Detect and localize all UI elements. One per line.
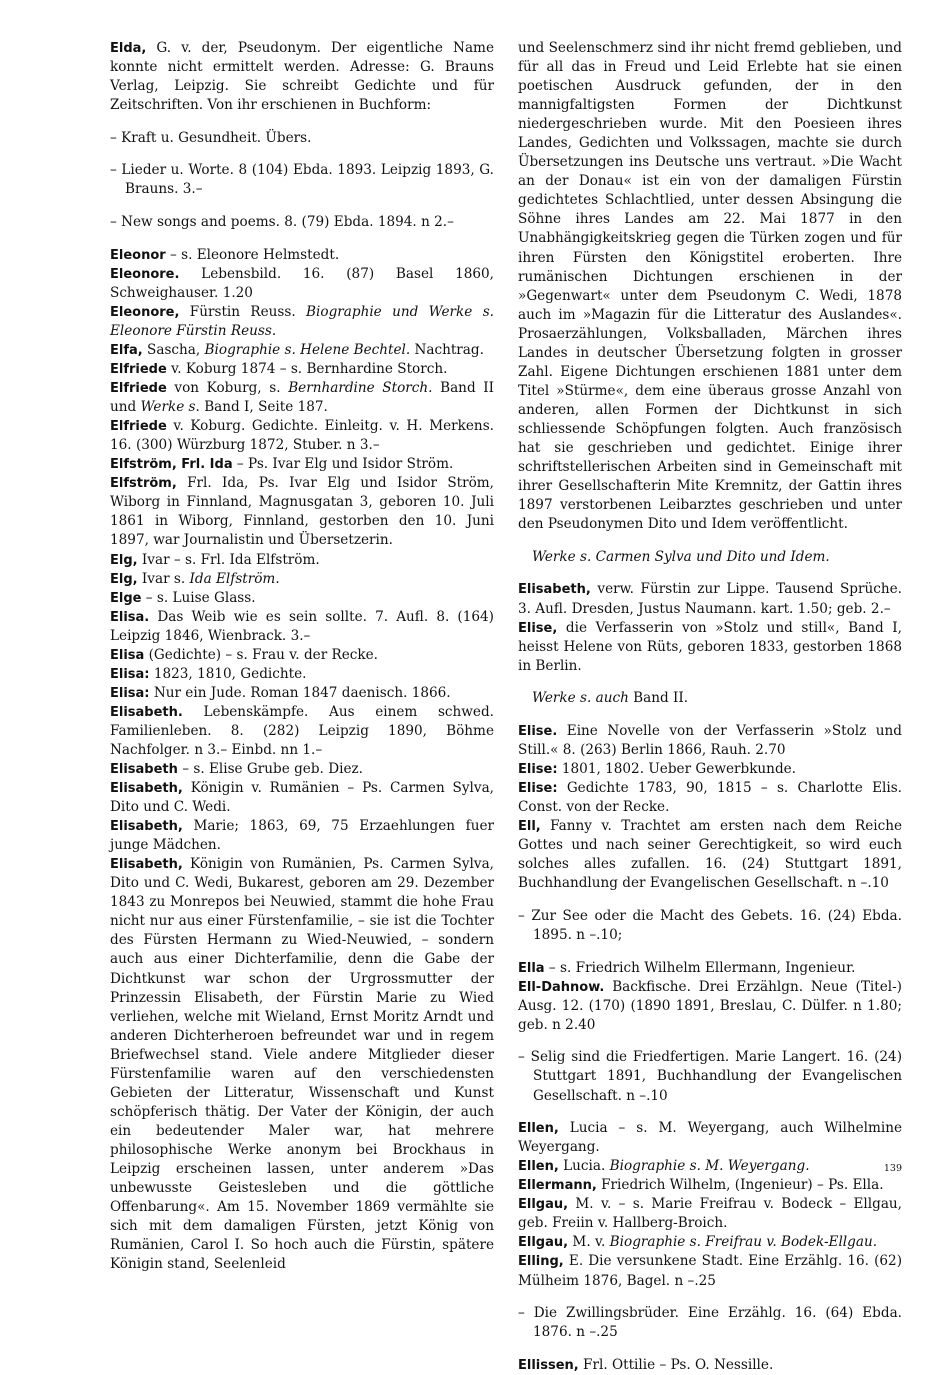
entry-text: Das Weib wie es sein sollte. 7. Aufl. 8. (164) Leipzig 1846, Wienbrack. 3.– <box>110 608 494 644</box>
entry-text: Frl. Ida, Ps. Ivar Elg und Isidor Ström, Wiborg in Finnland, Magnusgatan 3, geboren 10. Juli 1861 in Wiborg, Finnland, gestorben den 10. Juni 1897, war Journalistin und Übersetzerin. <box>110 475 494 549</box>
entry-headword: Elfriede <box>110 381 167 397</box>
entry-text: – Ps. Ivar Elg und Isidor Ström. <box>232 456 454 473</box>
entry-italic-text: Werke s. auch <box>532 690 629 707</box>
entry-text: – Kraft u. Gesundheit. Übers. <box>110 129 312 146</box>
book-page <box>110 39 902 1373</box>
dictionary-entry <box>518 1356 902 1375</box>
entry-text: – New songs and poems. 8. (79) Ebda. 1894. n 2.– <box>110 214 454 231</box>
dictionary-entry <box>110 817 494 855</box>
dictionary-entry <box>518 689 902 708</box>
entry-headword: Elise, <box>518 620 558 636</box>
entry-headword: Elfriede <box>110 419 167 435</box>
entry-headword: Ella <box>518 960 545 976</box>
dictionary-entry <box>110 474 494 550</box>
entry-headword: Ell-Dahnow. <box>518 979 605 995</box>
dictionary-entry <box>518 722 902 760</box>
dictionary-entry <box>518 1233 902 1252</box>
entry-text: G. v. der, Pseudonym. Der eigentliche Name konnte nicht ermittelt werden. Adresse: G. Brauns Verlag, Leipzig. Sie schreibt Gedichte und für Zeitschriften. Von ihr erschienen in Buchform: <box>110 40 494 114</box>
entry-headword: Elisabeth <box>110 762 178 778</box>
entry-headword: Elisabeth, <box>110 819 183 835</box>
entry-text: Königin v. Rumänien – Ps. Carmen Sylva, Dito und C. Wedi. <box>110 780 494 816</box>
entry-text: – s. Luise Glass. <box>141 589 256 606</box>
page-number: 139 <box>883 1163 902 1174</box>
entry-headword: Elge <box>110 590 142 606</box>
entry-headword: Elfström, <box>110 476 177 492</box>
left-column <box>110 39 494 1274</box>
entry-text: Ivar s. <box>137 570 190 587</box>
dictionary-entry <box>518 619 902 676</box>
entry-text: Lucia. <box>558 1158 610 1175</box>
entry-italic-text: Biographie s. Freifrau v. Bodek-Ellgau. <box>609 1234 878 1251</box>
entry-text: Königin von Rumänien, Ps. Carmen Sylva, Dito und C. Wedi, Bukarest, geboren am 29. Dezember 1843 zu Monrepos bei Neuwied, stammt die hohe Frau nicht nur aus einer Fürstenfamilie, – sie ist die Tochter des Fürsten Hermann zu Wied-Neuwied, – sondern auch aus einer Dichterfamilie, denn die Gabe der Dichtkunst war schon der Urgrossmutter der Prinzessin Elisabeth, der Fürstin Marie zu Wied verliehen, welche mit Wieland, Ernst Moritz Arndt und anderen Dichterheroen befreundet war und in regem Briefwechsel stand. Viele andere Mitglieder dieser Fürstenfamilie waren auf den verschiedensten Gebieten der Litteratur, Wissenschaft und Kunst schöpferisch thätig. Der Vater der Königin, der auch ein bedeutender Maler war, hat mehrere philosophische Werke anonym bei Brockhaus in Leipzig erscheinen lassen, unter anderem »Das unbewusste Geistesleben und die göttliche Offenbarung«. Am 15. November 1869 vermählte sie sich mit dem damaligen Fürsten, jetzt König von Rumänien, Carol I. So hoch auch die Fürstin, spätere Königin stand, Seelenleid <box>110 856 494 1273</box>
entry-headword: Elisabeth. <box>110 704 183 720</box>
dictionary-entry <box>110 265 494 303</box>
dictionary-entry <box>518 1119 902 1157</box>
entry-headword: Ellermann, <box>518 1178 597 1194</box>
dictionary-entry <box>518 1048 902 1105</box>
dictionary-entry <box>518 548 902 567</box>
dictionary-entry <box>110 646 494 665</box>
entry-text: . Band I, Seite 187. <box>195 399 328 416</box>
dictionary-entry <box>110 779 494 817</box>
dictionary-entry <box>110 855 494 1274</box>
dictionary-entry <box>518 1195 902 1233</box>
dictionary-entry <box>518 959 902 978</box>
entry-text: 1801, 1802. Ueber Gewerbkunde. <box>557 761 797 778</box>
entry-text: – Die Zwillingsbrüder. Eine Erzählg. 16. (64) Ebda. 1876. n –.25 <box>518 1305 902 1341</box>
entry-headword: Elisabeth, <box>110 857 183 873</box>
entry-italic-text: Werke s <box>140 399 196 416</box>
dictionary-entry <box>110 341 494 360</box>
dictionary-entry <box>518 817 902 893</box>
entry-text: – s. Elise Grube geb. Diez. <box>177 761 363 778</box>
entry-text: die Verfasserin von »Stolz und still«, Band I, heisst Helene von Rüts, geboren 1833, gestorben 1868 in Berlin. <box>518 619 902 674</box>
dictionary-entry <box>110 608 494 646</box>
entry-text: (Gedichte) – s. Frau v. der Recke. <box>144 646 379 663</box>
entry-text: Ivar – s. Frl. Ida Elfström. <box>137 551 320 568</box>
dictionary-entry <box>110 703 494 760</box>
entry-italic-text: Biographie s. M. Weyergang. <box>609 1158 810 1175</box>
dictionary-entry <box>110 684 494 703</box>
entry-headword: Elg, <box>110 571 138 587</box>
entry-headword: Ellgau, <box>518 1197 569 1213</box>
entry-italic-text: Werke s. Carmen Sylva und Dito und Idem. <box>532 548 830 565</box>
entry-italic-text: Bernhardine Storch. <box>288 380 433 397</box>
dictionary-entry <box>110 379 494 417</box>
dictionary-entry <box>110 417 494 455</box>
dictionary-entry <box>110 213 494 232</box>
entry-text: E. Die versunkene Stadt. Eine Erzählg. 16. (62) Mülheim 1876, Bagel. n –.25 <box>518 1253 902 1289</box>
dictionary-entry <box>110 246 494 265</box>
dictionary-entry <box>518 779 902 817</box>
dictionary-entry <box>110 39 494 115</box>
dictionary-entry <box>518 1252 902 1290</box>
entry-headword: Elisa: <box>110 685 150 701</box>
entry-headword: Ellen, <box>518 1159 559 1175</box>
entry-text: v. Koburg 1874 – s. Bernhardine Storch. <box>166 361 448 378</box>
entry-text: – s. Friedrich Wilhelm Ellermann, Ingenieur. <box>544 959 856 976</box>
entry-headword: Elfa, <box>110 342 143 358</box>
entry-text: Eine Novelle von der Verfasserin »Stolz und Still.« 8. (263) Berlin 1866, Rauh. 2.70 <box>518 722 902 758</box>
dictionary-entry <box>110 303 494 341</box>
entry-text: v. Koburg. Gedichte. Einleitg. v. H. Merkens. 16. (300) Würzburg 1872, Stuber. n 3.– <box>110 418 494 454</box>
entry-headword: Elisabeth, <box>110 781 183 797</box>
entry-text: Gedichte 1783, 90, 1815 – s. Charlotte Elis. Const. von der Recke. <box>518 780 902 816</box>
entry-headword: Elling, <box>518 1254 564 1270</box>
entry-headword: Ellissen, <box>518 1357 579 1373</box>
dictionary-entry <box>518 1176 902 1195</box>
entry-headword: Elisa: <box>110 666 150 682</box>
entry-text: 1823, 1810, Gedichte. <box>149 665 307 682</box>
dictionary-entry <box>110 589 494 608</box>
entry-headword: Eleonore. <box>110 266 180 282</box>
dictionary-entry <box>518 39 902 534</box>
entry-headword: Elg, <box>110 552 138 568</box>
entry-italic-text: Ida Elfström. <box>189 570 280 587</box>
dictionary-entry <box>110 161 494 199</box>
dictionary-entry <box>110 551 494 570</box>
dictionary-entry <box>110 760 494 779</box>
entry-headword: Elise. <box>518 723 558 739</box>
dictionary-entry <box>110 129 494 148</box>
entry-headword: Elfriede <box>110 362 167 378</box>
entry-text: Sascha, <box>142 341 205 358</box>
entry-headword: Elfström, Frl. Ida <box>110 457 233 473</box>
entry-headword: Ellgau, <box>518 1235 569 1251</box>
entry-text: von Koburg, s. <box>166 380 289 397</box>
right-column <box>518 39 902 1375</box>
entry-text: – Zur See oder die Macht des Gebets. 16. (24) Ebda. 1895. n –.10; <box>518 907 902 943</box>
entry-text: Nur ein Jude. Roman 1847 daenisch. 1866. <box>149 684 451 701</box>
entry-text: Lebenskämpfe. Aus einem schwed. Familienleben. 8. (282) Leipzig 1890, Böhme Nachfolger. n 3.– Einbd. nn 1.– <box>110 703 494 758</box>
entry-text: Frl. Ottilie – Ps. O. Nessille. <box>578 1356 774 1373</box>
entry-text: – s. Eleonore Helmstedt. <box>165 246 340 263</box>
entry-headword: Ell, <box>518 819 541 835</box>
entry-text: Fanny v. Trachtet am ersten nach dem Reiche Gottes und nach seiner Gerechtigkeit, so wird euch solches alles zufallen. 16. (24) Stuttgart 1891, Buchhandlung der Evangelischen Gesellschaft. n –.10 <box>518 818 902 892</box>
dictionary-entry <box>518 907 902 945</box>
entry-italic-text: Biographie und Werke s. Eleonore Fürstin Reuss. <box>110 303 494 339</box>
entry-text: – Lieder u. Worte. 8 (104) Ebda. 1893. Leipzig 1893, G. Brauns. 3.– <box>110 162 494 198</box>
entry-text: Friedrich Wilhelm, (Ingenieur) – Ps. Ella. <box>596 1177 884 1194</box>
dictionary-entry <box>110 665 494 684</box>
dictionary-entry <box>110 570 494 589</box>
dictionary-entry <box>518 1304 902 1342</box>
dictionary-entry <box>110 455 494 474</box>
entry-text: Lebensbild. 16. (87) Basel 1860, Schweighauser. 1.20 <box>110 265 494 301</box>
entry-headword: Elisa. <box>110 609 150 625</box>
dictionary-entry <box>518 760 902 779</box>
entry-text: Marie; 1863, 69, 75 Erzaehlungen fuer junge Mädchen. <box>110 818 494 854</box>
entry-text: Band II. <box>628 690 689 707</box>
entry-headword: Elise: <box>518 762 558 778</box>
entry-text: und Seelenschmerz sind ihr nicht fremd geblieben, und für all das in Freud und Leid Erlebte hat sie einen poetischen Ausdruck gefunden, der in den mannigfaltigsten Formen der Dichtkunst niedergeschrieben wurde. Mit den Poesieen ihres Landes, Gedichten und Volkssagen, machte sie durch Übersetzungen ins Deutsche uns vertraut. »Die Wacht an der Donau« ist ein von der damaligen Fürstin gedichtetes Schlachtlied, unter dessen Absingung die Söhne ihres Landes am 22. Mai 1877 in den Unabhängigkeitskrieg gegen die Türken zogen und für ihren Fürsten den Königstitel eroberten. Ihre rumänischen Dichtungen erschienen in der »Gegenwart« unter dem Pseudonym C. Wedi, 1878 auch im »Magazin für die Litteratur des Auslandes«. Prosaerzählungen, Volksballaden, Märchen ihres Landes in deutscher Übersetzung folgten in grosser Zahl. Eigene Dichtungen erschienen 1881 unter dem Titel »Stürme«, dem eine überaus grosse Anzahl von anderen, allen Formen der Dichtkunst in sich schliessende Schöpfungen folgten. Auch französisch hat sie geschrieben und gedichtet. Einige ihrer schriftstellerischen Arbeiten sind in Gemeinschaft mit ihrer Gesellschafterin Mite Kremnitz, der Gattin ihres 1897 verstorbenen Leibarztes geschrieben und unter den Pseudonymen Dito und Idem veröffentlicht. <box>518 40 902 533</box>
entry-text: M. v. – s. Marie Freifrau v. Bodeck – Ellgau, geb. Freiin v. Hallberg-Broich. <box>518 1196 902 1232</box>
entry-text: Band II und <box>110 380 495 416</box>
entry-text: – Selig sind die Friedfertigen. Marie Langert. 16. (24) Stuttgart 1891, Buchhandlung der Evangelischen Gesellschaft. n –.10 <box>518 1049 902 1104</box>
entry-text: Backfische. Drei Erzählgn. Neue (Titel-) Ausg. 12. (170) (1890 1891, Breslau, C. Dülfer. n 1.80; geb. n 2.40 <box>518 978 902 1033</box>
dictionary-entry <box>518 580 902 618</box>
entry-text: Lucia – s. M. Weyergang, auch Wilhelmine Weyergang. <box>518 1120 902 1156</box>
entry-headword: Eleonore, <box>110 304 180 320</box>
dictionary-entry <box>518 1157 902 1176</box>
entry-text: verw. Fürstin zur Lippe. Tausend Sprüche. 3. Aufl. Dresden, Justus Naumann. kart. 1.50; geb. 2.– <box>518 581 902 617</box>
entry-headword: Elda, <box>110 41 147 56</box>
entry-headword: Ellen, <box>518 1121 559 1137</box>
entry-headword: Elise: <box>518 781 558 797</box>
entry-text: M. v. <box>568 1234 610 1251</box>
entry-italic-text: Biographie s. Helene Bechtel. <box>204 341 411 358</box>
entry-headword: Elisa <box>110 647 145 663</box>
entry-text: Nachtrag. <box>410 341 484 358</box>
dictionary-entry <box>518 978 902 1035</box>
dictionary-entry <box>110 360 494 379</box>
entry-text: Fürstin Reuss. <box>179 303 307 320</box>
entry-headword: Eleonor <box>110 247 166 263</box>
entry-headword: Elisabeth, <box>518 582 591 598</box>
